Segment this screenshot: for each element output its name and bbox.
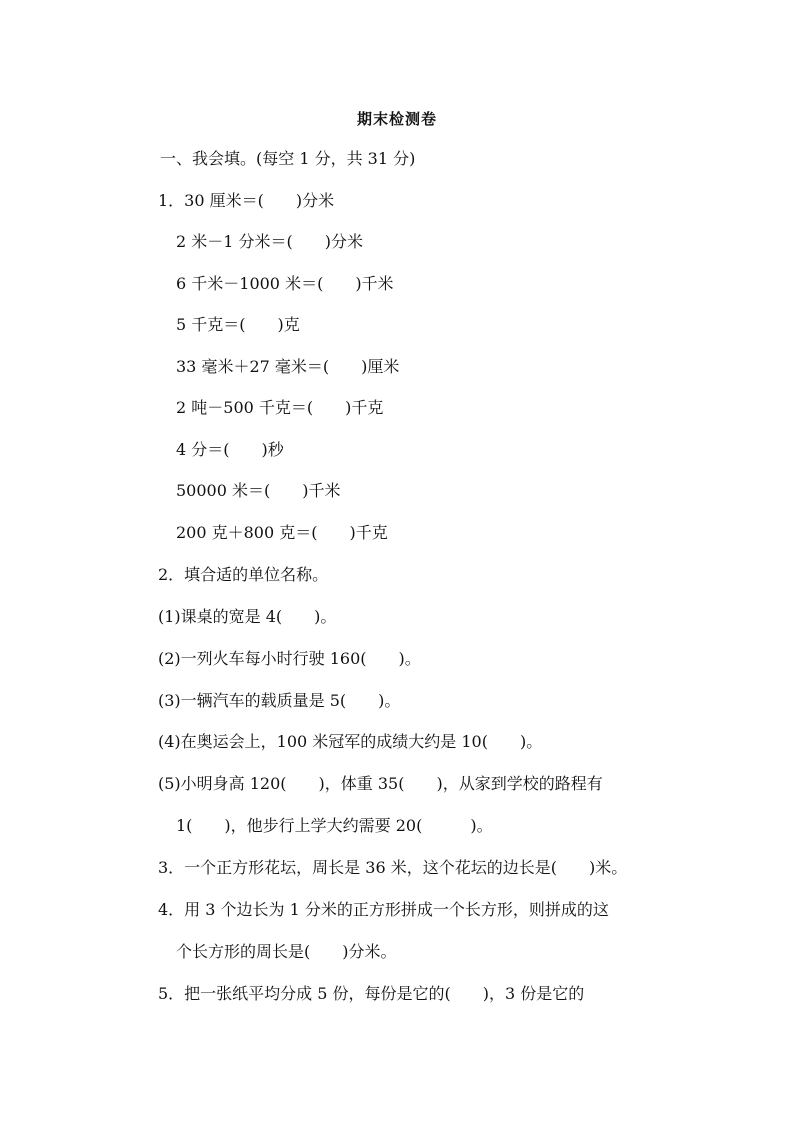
q3: 3．一个正方形花坛，周长是 36 米，这个花坛的边长是( )米。 (158, 858, 628, 877)
q1-line-7: 4 分＝( )秒 (176, 440, 284, 459)
q1-line-9: 200 克＋800 克＝( )千克 (176, 523, 388, 542)
q1-line-8: 50000 米＝( )千米 (176, 481, 341, 500)
q2-header: 2．填合适的单位名称。 (158, 565, 329, 584)
q2-item-4: (4)在奥运会上，100 米冠军的成绩大约是 10( )。 (158, 732, 543, 751)
q4-line-2: 个长方形的周长是( )分米。 (176, 942, 397, 961)
q1-line-6: 2 吨－500 千克＝( )千克 (176, 398, 384, 417)
q2-item-1: (1)课桌的宽是 4( )。 (158, 607, 337, 626)
q1-line-5: 33 毫米＋27 毫米＝( )厘米 (176, 357, 400, 376)
q2-item-2: (2)一列火车每小时行驶 160( )。 (158, 649, 421, 668)
q2-item-3: (3)一辆汽车的载质量是 5( )。 (158, 691, 401, 710)
page-title: 期末检测卷 (356, 110, 437, 128)
q2-item-5: (5)小明身高 120( )，体重 35( )，从家到学校的路程有 (158, 774, 603, 793)
q4-line-1: 4．用 3 个边长为 1 分米的正方形拼成一个长方形，则拼成的这 (158, 900, 609, 919)
q1-line-1: 1．30 厘米＝( )分米 (158, 191, 335, 210)
q2-item-5-continued: 1( )，他步行上学大约需要 20( )。 (176, 816, 493, 835)
q1-line-3: 6 千米－1000 米＝( )千米 (176, 274, 394, 293)
q1-line-2: 2 米－1 分米＝( )分米 (176, 232, 364, 251)
section-header: 一、我会填。(每空 1 分，共 31 分) (160, 149, 416, 168)
q1-line-4: 5 千克＝( )克 (176, 315, 300, 334)
q5: 5．把一张纸平均分成 5 份，每份是它的( )，3 份是它的 (158, 984, 585, 1003)
